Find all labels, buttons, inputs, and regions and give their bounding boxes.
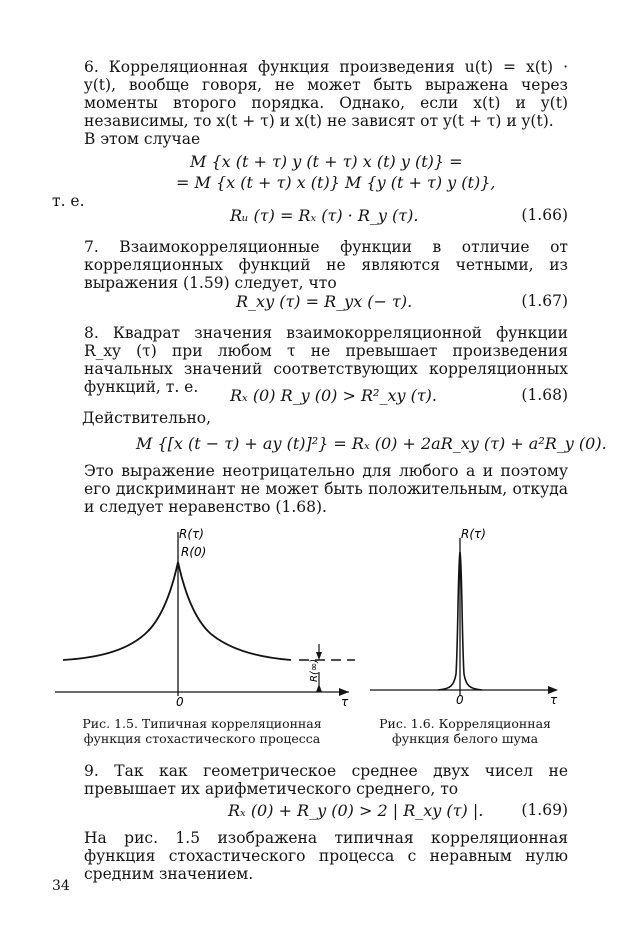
equation-1-66 [230,206,568,225]
final-text: На рис. 1.5 изображена типичная корреляционная функция стохастического процесса с неравным нулю средним значением. [84,829,568,883]
equation-1-69-number: (1.69) [521,801,568,819]
equation-1-67 [236,292,568,311]
te-label: т. е. [52,192,85,210]
fig2-x-label: τ [550,693,558,707]
indeed-label: Действительно, [82,409,212,427]
equation-1-68-number: (1.68) [521,386,568,404]
fig1-dim-arrow-top [316,652,322,660]
equation-1-68-body: Rₓ (0) R_y (0) > R²_xy (τ). [230,386,438,405]
section-6-paragraph [50,58,568,148]
fig2-origin-label: 0 [456,693,464,707]
fig1-asym-label: R(∞) [309,658,320,682]
section-6-text: 6. Корреляционная функция произведения u(t) = x(t) · y(t), вообще говоря, не может быть выражена через моменты второго порядка. Однако, если x(t) и y(t) независимы, то x(t + τ) и x(t) не зависят от y(t + τ) и y(t). [84,58,568,130]
fig2-y-label: R(τ) [461,527,486,541]
equation-1-69-body: Rₓ (0) + R_y (0) > 2 | R_xy (τ) |. [228,801,484,820]
section-8-text: 8. Квадрат значения взаимокорреляционной функции R_xy (τ) при любом τ не превышает произведения начальных значений соответствующих корреляционных функций, т. е. [84,324,568,396]
section-8-continuation [50,462,568,516]
section-6-case: В этом случае [84,130,201,148]
figure-1-6 [370,524,568,710]
fig1-dim-arrow-bottom [316,684,322,692]
equation-1-66-number: (1.66) [521,206,568,224]
equation-1-69 [228,801,568,820]
equation-m1: M {x (t + τ) y (t + τ) x (t) y (t)} = [190,152,463,171]
fig1-x-label: τ [341,695,349,709]
section-7-paragraph [50,238,568,292]
equation-1-67-number: (1.67) [521,292,568,310]
fig1-origin-label: 0 [176,695,184,709]
equation-1-67-body: R_xy (τ) = R_yx (− τ). [236,292,413,311]
figure-1-5 [55,524,355,710]
fig1-curve [63,562,291,660]
section-9-paragraph [50,762,568,798]
page-number: 34 [52,878,70,894]
equation-m2: = M {x (t + τ) x (t)} M {y (t + τ) y (t)}, [176,173,496,192]
equation-1-66-body: Rᵤ (τ) = Rₓ (τ) · R_y (τ). [230,206,419,225]
fig1-y-label: R(τ) [179,527,204,541]
final-paragraph [50,829,568,883]
section-8-cont-text: Это выражение неотрицательно для любого a и поэтому его дискриминант не может быть положительным, откуда и следует неравенство (1.68). [84,462,568,516]
fig1-peak-label: R(0) [181,545,207,559]
figure-1-5-caption: Рис. 1.5. Типичная корреляционная функция стохастического процесса [82,716,322,746]
equation-m3: M {[x (t − τ) + ay (t)]²} = Rₓ (0) + 2aR_xy (τ) + a²R_y (0). [136,434,607,453]
equation-1-68 [230,386,568,405]
figure-1-6-caption: Рис. 1.6. Корреляционная функция белого шума [379,716,551,746]
section-9-text: 9. Так как геометрическое среднее двух чисел не превышает их арифметического среднего, то [84,762,568,798]
section-7-text: 7. Взаимокорреляционные функции в отличие от корреляционных функций не являются четными, из выражения (1.59) следует, что [84,238,568,292]
